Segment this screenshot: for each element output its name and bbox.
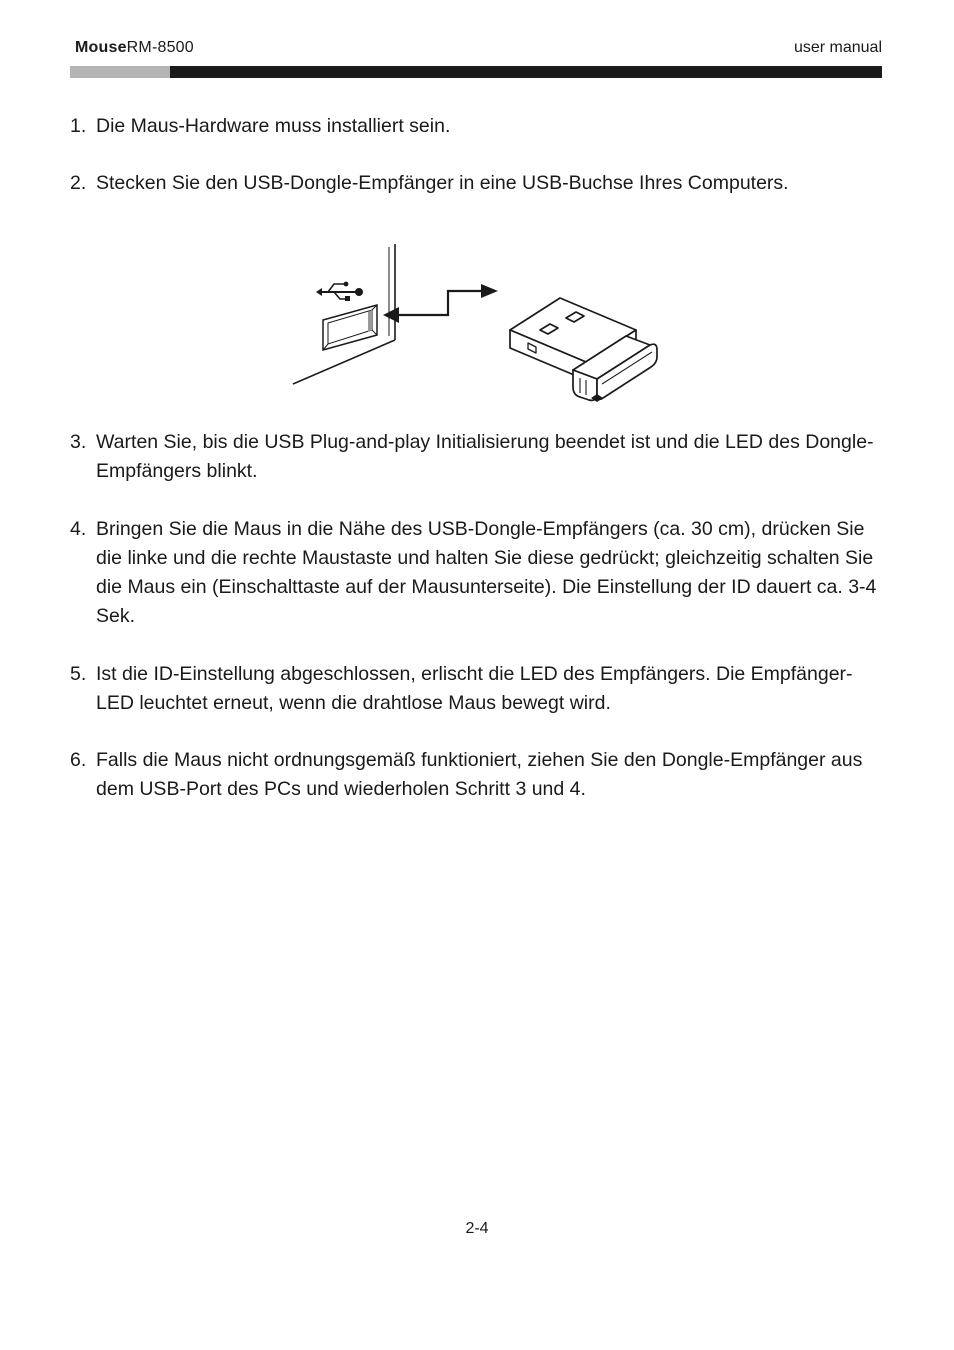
step-text: Ist die ID-Einstellung abgeschlossen, erlischt die LED des Empfängers. Die Empfänger-LED leuchtet erneut, wenn die drahtlose Maus bewegt wird. <box>96 663 853 714</box>
instruction-step-6 <box>70 746 882 804</box>
usb-dongle-receiver-image <box>510 298 657 402</box>
usb-dongle-illustration <box>290 244 670 409</box>
header-rule <box>70 66 882 78</box>
instruction-step-2 <box>70 169 882 198</box>
document-title <box>75 39 194 57</box>
insertion-arrow <box>383 284 498 323</box>
document-type-label: user manual <box>793 39 882 56</box>
header-rule-accent <box>70 66 170 78</box>
instruction-step-5 <box>70 660 882 718</box>
step-number: 3. <box>70 431 87 453</box>
instruction-step-1 <box>70 112 882 141</box>
step-number: 4. <box>70 518 87 540</box>
usb-port <box>323 305 377 350</box>
brand-name: Mouse <box>75 39 127 56</box>
usb-symbol-icon <box>316 282 363 301</box>
step-number: 2. <box>70 172 87 194</box>
step-text: Stecken Sie den USB-Dongle-Empfänger in eine USB-Buchse Ihres Computers. <box>96 172 789 194</box>
step-number: 6. <box>70 749 87 771</box>
step-text: Bringen Sie die Maus in die Nähe des USB-Dongle-Empfängers (ca. 30 cm), drücken Sie die linke und die rechte Maustaste und halten Sie diese gedrückt; gleichzeitig schalten Sie die Maus ein (Einschalttaste auf der Mausunterseite). Die Einstellung der ID dauert ca. 3-4 Sek. <box>96 518 877 627</box>
usb-dongle-drawing <box>290 244 670 409</box>
step-text: Die Maus-Hardware muss installiert sein. <box>96 115 451 137</box>
step-number: 5. <box>70 663 87 685</box>
instruction-step-4 <box>70 515 882 631</box>
step-number: 1. <box>70 115 87 137</box>
page-number: 2-4 <box>465 1220 489 1237</box>
model-name: RM-8500 <box>126 39 194 56</box>
step-text: Falls die Maus nicht ordnungsgemäß funktioniert, ziehen Sie den Dongle-Empfänger aus dem USB-Port des PCs und wiederholen Schritt 3 und 4. <box>96 749 863 800</box>
step-text: Warten Sie, bis die USB Plug-and-play Initialisierung beendet ist und die LED des Dongle-Empfängers blinkt. <box>96 431 874 482</box>
instruction-step-3 <box>70 428 882 486</box>
